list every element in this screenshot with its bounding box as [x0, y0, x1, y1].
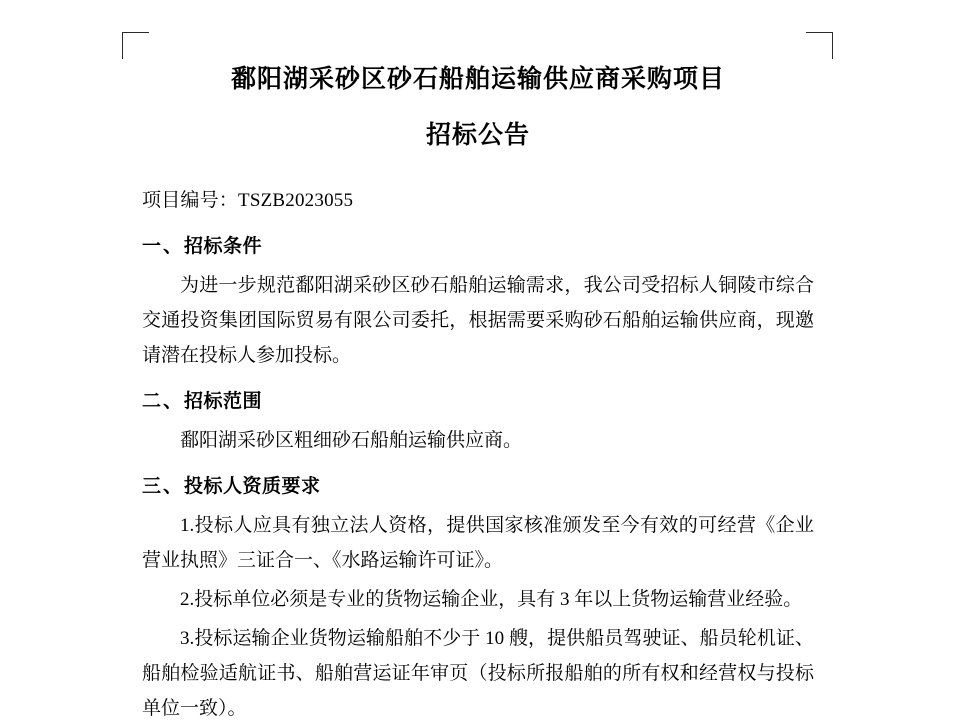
section-1-paragraph-1: 为进一步规范鄱阳湖采砂区砂石船舶运输需求，我公司受招标人铜陵市综合交通投资集团国际贸易有限公司委托，根据需要采购砂石船舶运输供应商，现邀请潜在投标人参加投标。: [142, 275, 814, 366]
section-title-1: 招标条件: [184, 236, 263, 257]
section-number-2: 二、: [142, 391, 185, 412]
section-title-3: 投标人资质要求: [184, 476, 321, 497]
section-3-paragraph-2: 2.投标单位必须是专业的货物运输企业，具有 3 年以上货物运输营业经验。: [180, 589, 803, 610]
page-title: 鄱阳湖采砂区砂石船舶运输供应商采购项目: [230, 66, 725, 93]
section-number-3: 三、: [142, 476, 185, 497]
section-number-1: 一、: [142, 236, 185, 257]
section-heading-1: [142, 218, 814, 264]
page-subtitle: 招标公告: [425, 122, 530, 149]
document-content: [142, 52, 814, 726]
project-number-line: [142, 156, 814, 218]
section-heading-3: [142, 458, 814, 504]
section-3-paragraph-3: 3.投标运输企业货物运输船舶不少于 10 艘，提供船员驾驶证、船员轮机证、船舶检验适航证书、船舶营运证年审页（投标所报船舶的所有权和经营权与投标单位一致）。: [142, 628, 814, 719]
project-number-label: 项目编号：: [142, 190, 239, 211]
section-2-paragraph-1: 鄱阳湖采砂区粗细砂石船舶运输供应商。: [180, 430, 523, 451]
section-3-paragraph-1: 1.投标人应具有独立法人资格，提供国家核准颁发至今有效的可经营《企业营业执照》三证合一、《水路运输许可证》。: [142, 515, 814, 571]
section-title-2: 招标范围: [184, 391, 263, 412]
section-heading-2: [142, 373, 814, 419]
project-number-value: TSZB2023055: [238, 190, 354, 211]
